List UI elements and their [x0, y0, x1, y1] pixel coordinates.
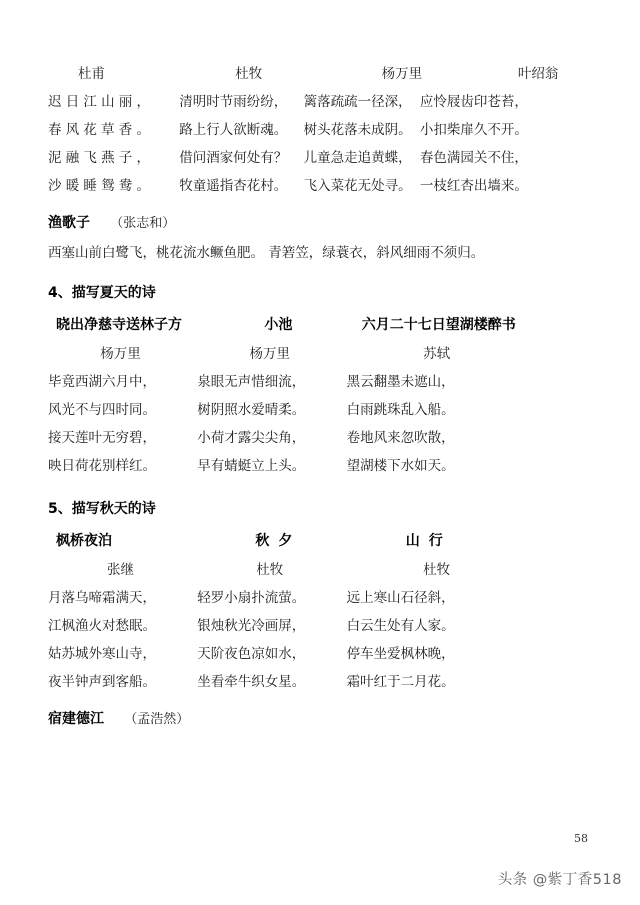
- spring-verse-1-4: 应怜屐齿印苍苔，: [419, 94, 528, 110]
- summer-title-2: 小池: [264, 317, 293, 333]
- spring-verse-1-3: 篱落疏疏一径深，: [303, 94, 412, 110]
- autumn-title-1: 枫桥夜泊: [56, 533, 112, 549]
- autumn-verse-4-2: 坐看牵牛织女星。: [197, 674, 306, 690]
- summer-author-2: 杨万里: [249, 346, 291, 362]
- summer-verse-4-1: 映日荷花别样红。: [48, 458, 156, 474]
- yuge-poem-title: 渔歌子: [48, 215, 90, 231]
- autumn-title-row: [48, 526, 544, 556]
- summer-verse-1-1: 毕竟西湖六月中，: [48, 374, 156, 390]
- summer-verse-2-2: 树阴照水爱晴柔。: [197, 402, 306, 418]
- autumn-verse-4-1: 夜半钟声到客船。: [48, 674, 156, 690]
- spacer: [48, 268, 544, 276]
- yuge-poem-text: 西塞山前白鹭飞，桃花流水鳜鱼肥。 青箬笠，绿蓑衣，斜风细雨不须归。: [48, 245, 485, 261]
- autumn-verse-3-2: 天阶夜色凉如水，: [197, 646, 306, 662]
- summer-verse-row: [48, 452, 544, 480]
- autumn-verse-2-2: 银烛秋光冷画屏，: [197, 618, 306, 634]
- yuge-poem-author: （张志和）: [110, 216, 176, 231]
- autumn-verse-row: [48, 668, 544, 696]
- summer-verse-2-3: 白雨跳珠乱入船。: [346, 402, 455, 418]
- spring-verse-row: [48, 88, 544, 116]
- autumn-title-3: 山行: [405, 533, 452, 549]
- spring-verse-4-3: 飞入菜花无处寻。: [303, 178, 412, 194]
- autumn-verse-4-3: 霜叶红于二月花。: [346, 674, 455, 690]
- autumn-verse-2-3: 白云生处有人家。: [346, 618, 455, 634]
- summer-verse-row: [48, 424, 544, 452]
- spring-author-4: 叶绍翁: [517, 66, 559, 82]
- autumn-verse-row: [48, 584, 544, 612]
- spring-verse-row: [48, 144, 544, 172]
- sujiandejiang-poem-author: （孟浩然）: [124, 712, 190, 727]
- spring-verse-4-1: 沙暖睡鸳鸯。: [48, 178, 155, 194]
- section-heading-autumn: 5、描写秋天的诗: [48, 501, 156, 517]
- spring-verse-1-1: 迟日江山丽，: [48, 94, 155, 110]
- summer-verse-3-2: 小荷才露尖尖角，: [197, 430, 306, 446]
- document-content: [48, 60, 559, 734]
- autumn-title-2: 秋夕: [255, 533, 302, 549]
- watermark: 头条 @紫丁香518: [497, 872, 622, 888]
- summer-verse-row: [48, 396, 544, 424]
- spring-verse-4-4: 一枝红杏出墙来。: [419, 178, 528, 194]
- spring-verse-3-2: 借问酒家何处有？: [179, 150, 288, 166]
- summer-verse-4-2: 早有蜻蜓立上头。: [197, 458, 306, 474]
- autumn-author-1: 张继: [107, 562, 134, 578]
- summer-verse-3-1: 接天莲叶无穷碧，: [48, 430, 156, 446]
- summer-verse-1-2: 泉眼无声惜细流，: [197, 374, 306, 390]
- spring-verse-2-2: 路上行人欲断魂。: [179, 122, 288, 138]
- summer-verse-4-3: 望湖楼下水如天。: [346, 458, 455, 474]
- spring-verse-1-2: 清明时节雨纷纷，: [179, 94, 288, 110]
- autumn-author-row: [48, 556, 544, 584]
- spacer: [48, 696, 544, 704]
- autumn-verse-1-1: 月落乌啼霜满天，: [48, 590, 156, 606]
- autumn-author-2: 杜牧: [256, 562, 284, 578]
- summer-verse-3-3: 卷地风来忽吹散，: [346, 430, 455, 446]
- section-heading-summer: 4、描写夏天的诗: [48, 285, 156, 301]
- spacer: [48, 200, 544, 208]
- summer-verse-1-3: 黑云翻墨未遮山，: [346, 374, 455, 390]
- spring-verse-row: [48, 116, 544, 144]
- spring-author-row: [48, 60, 559, 88]
- autumn-verse-3-1: 姑苏城外寒山寺，: [48, 646, 156, 662]
- spring-author-1: 杜甫: [78, 66, 105, 82]
- spring-verse-4-2: 牧童遥指杏花村。: [179, 178, 288, 194]
- summer-verse-row: [48, 368, 544, 396]
- page-number: 58: [574, 832, 588, 845]
- autumn-verse-1-2: 轻罗小扇扑流萤。: [197, 590, 306, 606]
- spring-verse-3-3: 儿童急走追黄蝶，: [303, 150, 412, 166]
- summer-author-row: [48, 340, 544, 368]
- summer-author-1: 杨万里: [100, 346, 141, 362]
- autumn-verse-row: [48, 640, 544, 668]
- autumn-author-3: 杜牧: [423, 562, 451, 578]
- sujiandejiang-poem-title: 宿建德江: [48, 711, 104, 727]
- summer-verse-2-1: 风光不与四时同。: [48, 402, 156, 418]
- spring-verse-2-3: 树头花落未成阴。: [303, 122, 412, 138]
- yuge-poem-heading: [48, 208, 544, 238]
- sujiandejiang-poem-heading: [48, 704, 544, 734]
- summer-title-3: 六月二十七日望湖楼醉书: [361, 317, 516, 333]
- spring-verse-3-1: 泥融飞燕子，: [48, 150, 155, 166]
- summer-title-row: [48, 310, 544, 340]
- spring-verse-2-4: 小扣柴扉久不开。: [419, 122, 528, 138]
- spring-author-2: 杜牧: [235, 66, 263, 82]
- spring-verse-3-4: 春色满园关不住，: [419, 150, 528, 166]
- spring-verse-row: [48, 172, 544, 200]
- spring-verse-2-1: 春风花草香。: [48, 122, 155, 138]
- spring-author-3: 杨万里: [381, 66, 423, 82]
- autumn-verse-1-3: 远上寒山石径斜，: [346, 590, 455, 606]
- summer-author-3: 苏轼: [423, 346, 451, 362]
- spacer: [48, 480, 544, 492]
- autumn-verse-2-1: 江枫渔火对愁眠。: [48, 618, 156, 634]
- autumn-verse-row: [48, 612, 544, 640]
- autumn-verse-3-3: 停车坐爱枫林晚，: [346, 646, 455, 662]
- summer-title-1: 晓出净慈寺送林子方: [56, 317, 182, 333]
